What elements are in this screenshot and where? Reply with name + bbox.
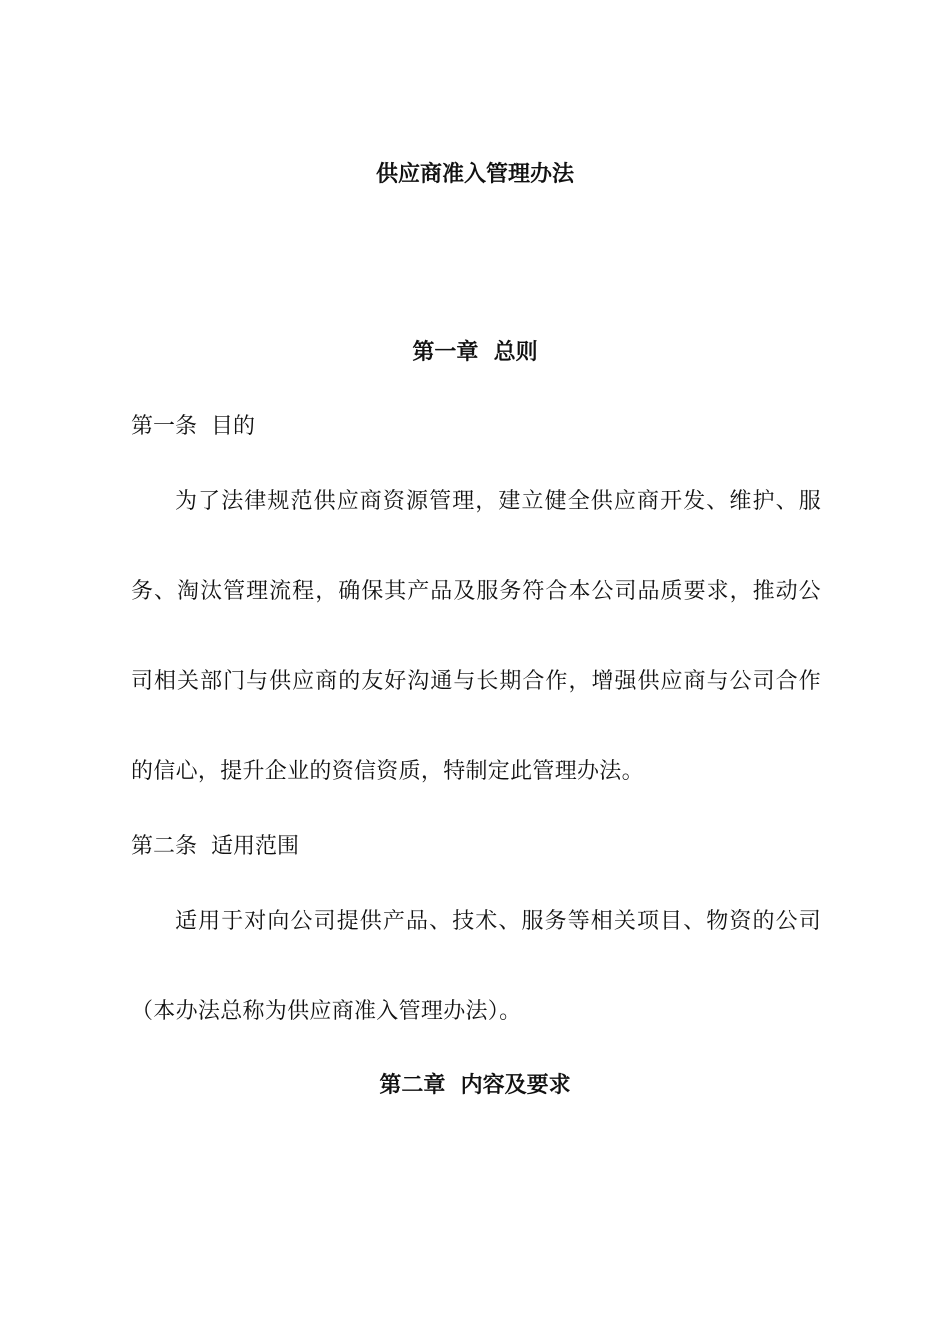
article-heading-purpose: 第一条 目的 <box>131 414 255 439</box>
article-heading-scope: 第二条 适用范围 <box>131 834 299 859</box>
document-title: 供应商准入管理办法 <box>375 162 574 187</box>
chapter-heading-1: 第一章 总则 <box>412 340 538 365</box>
chapter-heading-2: 第二章 内容及要求 <box>379 1073 571 1098</box>
article-body-scope: 适用于对向公司提供产品、技术、服务等相关项目、物资的公司（本办法总称为供应商准入管理办法）。 <box>131 909 821 1024</box>
article-body-purpose: 为了法律规范供应商资源管理，建立健全供应商开发、维护、服务、淘汰管理流程，确保其产品及服务符合本公司品质要求，推动公司相关部门与供应商的友好沟通与长期合作，增强供应商与公司合作的信心，提升企业的资信资质，特制定此管理办法。 <box>131 489 821 784</box>
